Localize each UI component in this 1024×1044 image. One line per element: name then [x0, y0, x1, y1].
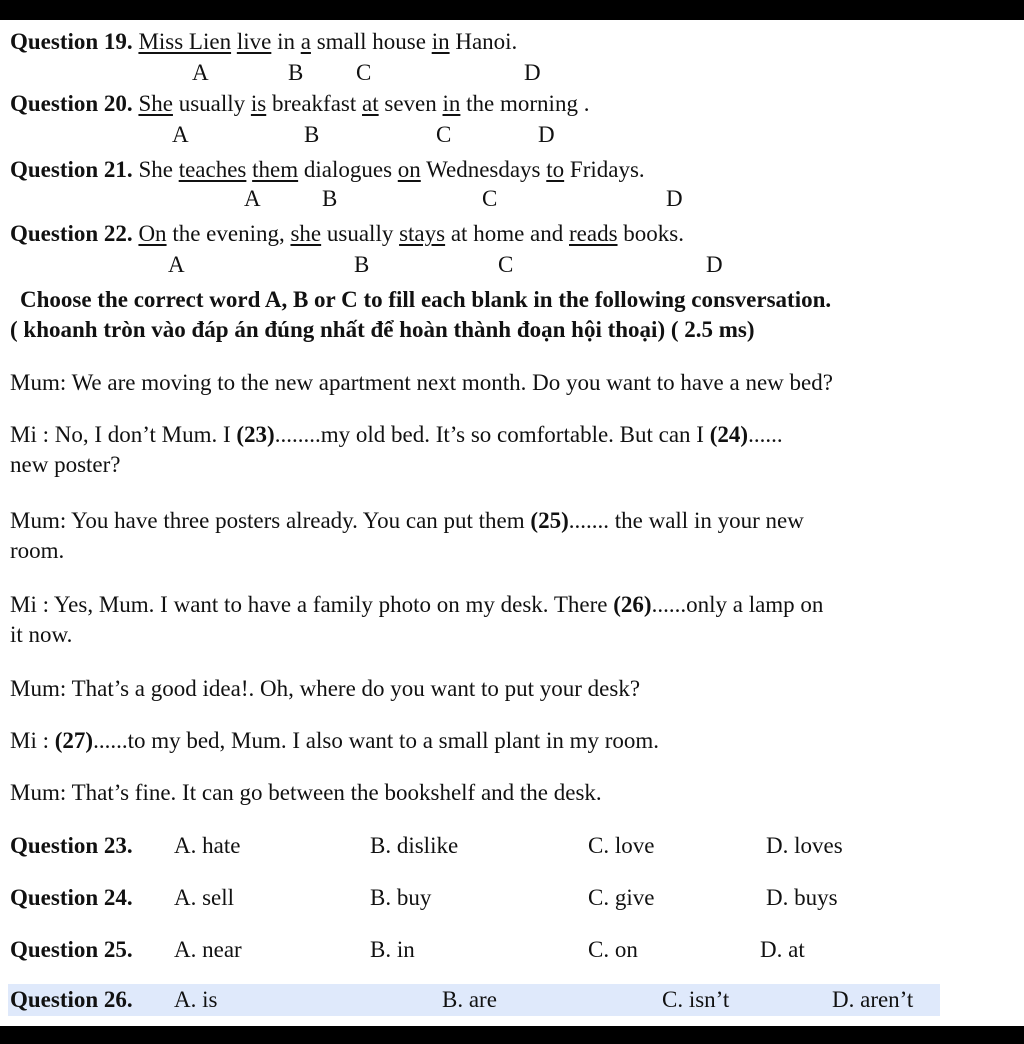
letter-a: A	[168, 252, 185, 277]
question-25-options	[0, 930, 1024, 970]
letter-b: B	[288, 60, 304, 85]
option-b[interactable]: B. in	[370, 937, 415, 962]
sentence-text: small house	[310, 29, 432, 54]
conversation-text	[10, 506, 1024, 536]
conversation-line	[10, 674, 1024, 704]
letter-d: D	[666, 186, 683, 211]
option-a[interactable]: A. is	[174, 987, 218, 1012]
conversation-text: ......to my bed, Mum. I also want to a small plant in my room.	[93, 728, 660, 753]
question-label: Question 19.	[10, 29, 133, 54]
letter-d: D	[524, 60, 541, 85]
conversation-line	[10, 506, 1024, 566]
option-c-text: at	[362, 91, 379, 116]
letter-d: D	[706, 252, 723, 277]
letter-c: C	[498, 252, 514, 277]
conversation-text: Mum: That’s fine. It can go between the bookshelf and the desk.	[10, 780, 602, 805]
question-label: Question 26.	[10, 987, 133, 1012]
conversation-line	[10, 368, 1024, 398]
blank-24: (24)	[709, 422, 749, 447]
letter-a: A	[244, 186, 261, 211]
option-c-text: a	[300, 29, 311, 54]
blank-26: (26)	[613, 592, 652, 617]
question-label: Question 23.	[10, 833, 133, 858]
option-a[interactable]: A. sell	[174, 885, 235, 910]
option-a-text: On	[138, 221, 167, 246]
question-label: Question 21.	[10, 157, 133, 182]
blank-23: (23)	[236, 422, 275, 447]
option-b-text: live	[236, 29, 272, 54]
top-black-bar	[0, 0, 1024, 20]
conversation-text: ......only a lamp on	[651, 592, 824, 617]
conversation-text: ........my old bed. It’s so comfortable. But can I	[274, 422, 710, 447]
option-d[interactable]: D. loves	[766, 833, 843, 858]
letter-a: A	[192, 60, 209, 85]
conversation-text: Mum: You have three posters already. You can put them	[10, 508, 531, 533]
option-a-text: Miss Lien	[138, 29, 232, 54]
letter-d: D	[538, 122, 555, 147]
bottom-black-bar	[0, 1026, 1024, 1044]
sentence-text: She	[138, 157, 179, 182]
question-20-sentence	[10, 90, 589, 118]
letter-b: B	[354, 252, 370, 277]
option-b-text: she	[290, 221, 322, 246]
option-b[interactable]: B. dislike	[370, 833, 459, 858]
letter-b: B	[322, 186, 338, 211]
option-d[interactable]: D. at	[760, 937, 805, 962]
blank-25: (25)	[530, 508, 569, 533]
sentence-text: usually	[172, 91, 251, 116]
sentence-text: the evening,	[166, 221, 291, 246]
conversation-line	[10, 420, 1024, 480]
sentence-text: Hanoi.	[449, 29, 518, 54]
option-a[interactable]: A. near	[174, 937, 242, 962]
question-19-sentence	[10, 28, 517, 56]
question-label: Question 22.	[10, 221, 133, 246]
option-b-text: them	[252, 157, 299, 182]
option-d[interactable]: D. aren’t	[832, 987, 914, 1012]
question-22-letters	[0, 252, 1024, 278]
option-b[interactable]: B. are	[442, 987, 497, 1012]
option-c[interactable]: C. on	[588, 937, 638, 962]
option-d-text: reads	[569, 221, 618, 246]
question-label: Question 25.	[10, 937, 133, 962]
worksheet-page	[0, 20, 1024, 1026]
question-21-sentence	[10, 156, 645, 184]
question-26-options	[0, 980, 1024, 1020]
sentence-text: books.	[617, 221, 684, 246]
option-d-text: to	[546, 157, 565, 182]
option-a-text: teaches	[178, 157, 247, 182]
letter-c: C	[482, 186, 498, 211]
blank-27: (27)	[54, 728, 94, 753]
question-21-letters	[0, 186, 1024, 212]
conversation-line	[10, 778, 1024, 808]
option-b-text: is	[250, 91, 267, 116]
conversation-text: it now.	[10, 622, 73, 647]
sentence-text: Wednesdays	[420, 157, 547, 182]
conversation-text	[10, 590, 1024, 620]
conversation-text: room.	[10, 538, 65, 563]
sentence-text: usually	[321, 221, 400, 246]
option-a[interactable]: A. hate	[174, 833, 241, 858]
conversation-line	[10, 726, 1024, 756]
option-d-text: in	[431, 29, 450, 54]
letter-c: C	[356, 60, 372, 85]
conversation-instruction: Choose the correct word A, B or C to fill each blank in the following consversation.	[20, 287, 832, 312]
question-22-sentence	[10, 220, 684, 248]
question-23-options	[0, 826, 1024, 866]
sentence-text: dialogues	[298, 157, 398, 182]
sentence-text: in	[271, 29, 301, 54]
question-19-letters	[0, 60, 1024, 86]
option-d-text: in	[442, 91, 461, 116]
letter-b: B	[304, 122, 320, 147]
sentence-text: the morning .	[460, 91, 590, 116]
conversation-text: Mum: That’s a good idea!. Oh, where do you want to put your desk?	[10, 676, 641, 701]
option-a-text: She	[138, 91, 173, 116]
option-c-text: stays	[399, 221, 446, 246]
conversation-instruction-vietnamese: ( khoanh tròn vào đáp án đúng nhất để hoàn thành đoạn hội thoại) ( 2.5 ms)	[10, 317, 755, 342]
question-label: Question 24.	[10, 885, 133, 910]
option-d[interactable]: D. buys	[766, 885, 838, 910]
option-c[interactable]: C. love	[588, 833, 655, 858]
sentence-text: seven	[378, 91, 443, 116]
conversation-text: ....... the wall in your new	[568, 508, 804, 533]
conversation-text: Mi : Yes, Mum. I want to have a family photo on my desk. There	[10, 592, 614, 617]
conversation-line	[10, 590, 1024, 650]
conversation-text: Mum: We are moving to the new apartment next month. Do you want to have a new bed?	[10, 370, 833, 395]
option-c-text: on	[397, 157, 421, 182]
conversation-text: new poster?	[10, 452, 121, 477]
question-label: Question 20.	[10, 91, 133, 116]
option-c[interactable]: C. give	[588, 885, 655, 910]
conversation-text	[10, 420, 1024, 450]
option-b[interactable]: B. buy	[370, 885, 432, 910]
conversation-text: ......	[748, 422, 783, 447]
option-c[interactable]: C. isn’t	[662, 987, 730, 1012]
conversation-text: Mi : No, I don’t Mum. I	[10, 422, 237, 447]
sentence-text: Fridays.	[564, 157, 645, 182]
letter-c: C	[436, 122, 452, 147]
conversation-text: Mi :	[10, 728, 55, 753]
question-20-letters	[0, 122, 1024, 148]
question-24-options	[0, 878, 1024, 918]
sentence-text: breakfast	[266, 91, 363, 116]
conversation-text	[10, 726, 1024, 756]
letter-a: A	[172, 122, 189, 147]
sentence-text: at home and	[445, 221, 569, 246]
